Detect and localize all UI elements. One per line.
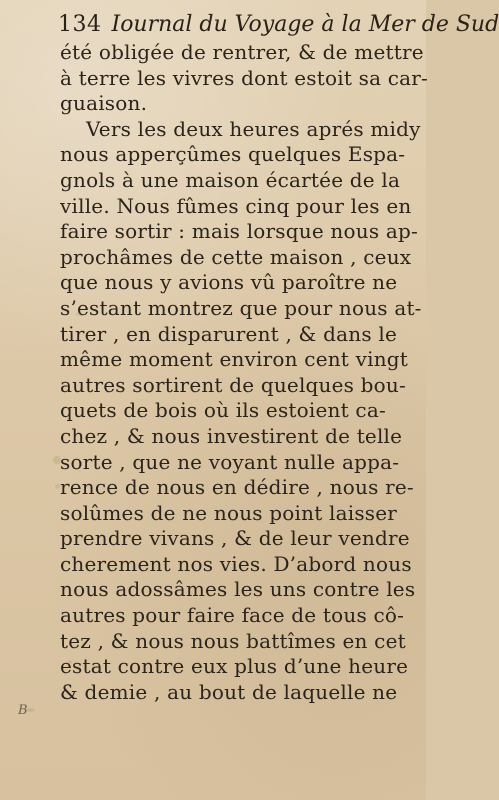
text-line: & demie , au bout de laquelle ne — [60, 679, 398, 704]
running-title: Iournal du Voyage à la Mer de Sud — [111, 12, 499, 37]
text-line: guaison. — [60, 91, 148, 116]
text-line: autres sortirent de quelques bou- — [60, 372, 406, 397]
text-line: nous apperçûmes quelques Espa- — [60, 142, 406, 167]
text-line: ville. Nous fûmes cinq pour les en — [60, 193, 412, 218]
text-line: autres pour faire face de tous cô- — [60, 603, 405, 628]
text-line: rence de nous en dédire , nous re- — [60, 475, 414, 500]
text-line: à terre les vivres dont estoit sa car- — [60, 65, 429, 90]
page-number: 134 — [58, 12, 102, 37]
text-line: été obligée de rentrer, & de mettre — [60, 40, 424, 64]
text-line: cherement nos vies. D’abord nous — [60, 551, 412, 576]
text-line: tez , & nous nous battîmes en cet — [60, 628, 406, 653]
text-line: quets de bois où ils estoient ca- — [60, 398, 386, 423]
text-line: même moment environ cent vingt — [60, 347, 409, 372]
paper-stain — [55, 484, 60, 489]
text-line: tirer , en disparurent , & dans le — [60, 321, 397, 346]
text-line: estat contre eux plus d’une heure — [60, 654, 409, 679]
page-catchword: B — [18, 703, 28, 718]
text-line: solûmes de ne nous point laisser — [60, 500, 398, 525]
paper-stain — [53, 456, 61, 464]
page-header — [58, 12, 499, 40]
text-line: que nous y avions vû paroître ne — [60, 270, 398, 295]
text-line: chez , & nous investirent de telle — [60, 423, 403, 448]
paper-stain — [76, 312, 82, 316]
body-text — [60, 40, 429, 705]
text-line: gnols à une maison écartée de la — [60, 167, 401, 192]
paragraph-start-line: Vers les deux heures aprés midy — [86, 116, 421, 141]
paper-stain — [25, 708, 35, 712]
text-line: nous adossâmes les uns contre les — [60, 577, 416, 602]
text-line: s’estant montrez que pour nous at- — [60, 295, 422, 320]
text-line: prendre vivans , & de leur vendre — [60, 526, 410, 551]
paper-stain — [68, 660, 72, 664]
text-line: prochâmes de cette maison , ceux — [60, 244, 412, 269]
text-line: faire sortir : mais lorsque nous ap- — [60, 219, 418, 244]
text-line: sorte , que ne voyant nulle appa- — [60, 449, 400, 474]
